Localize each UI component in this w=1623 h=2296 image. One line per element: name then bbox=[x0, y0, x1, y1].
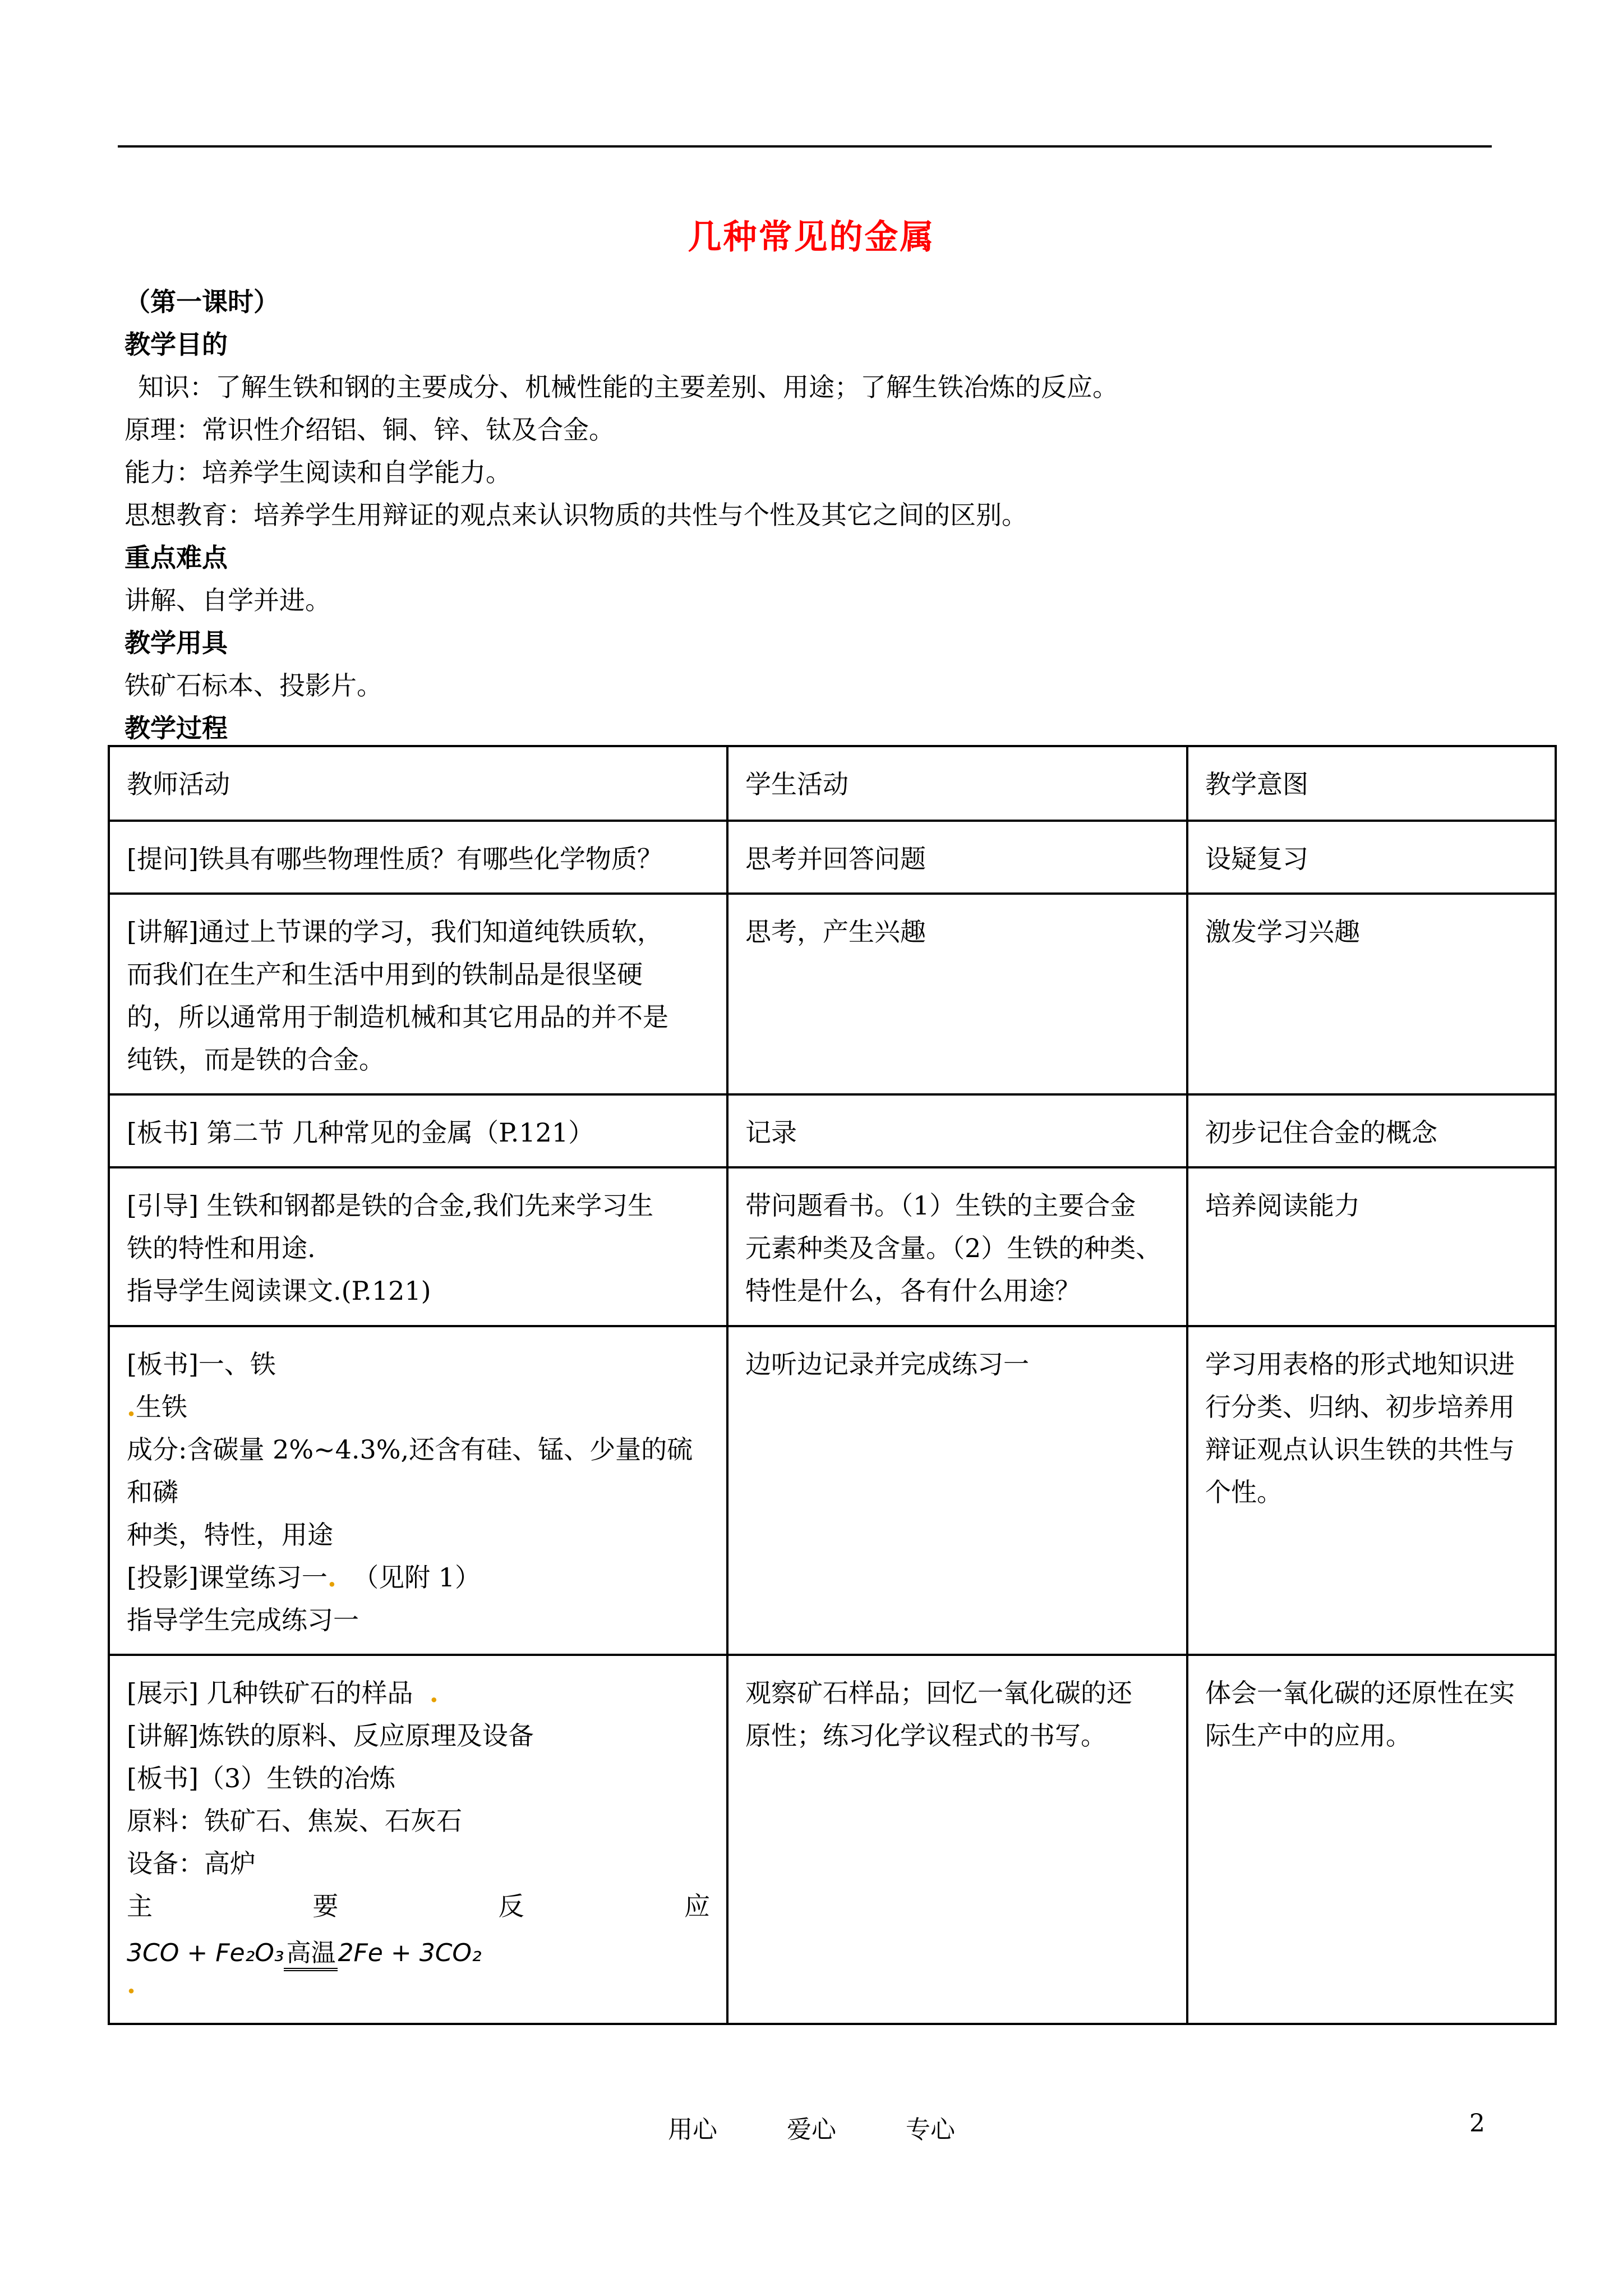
cell-line: 元素种类及含量。（2）生铁的种类、 bbox=[745, 1233, 1162, 1263]
mark-dot: . bbox=[429, 1678, 439, 1708]
objective-principle: 原理：常识性介绍铝、铜、锌、钛及合金。 bbox=[125, 415, 615, 445]
key-points-heading: 重点难点 bbox=[125, 542, 228, 573]
spread-char: 反 bbox=[498, 1891, 524, 1921]
key-points-text: 讲解、自学并进。 bbox=[125, 585, 331, 615]
cell-line: 和磷 bbox=[127, 1477, 178, 1507]
spread-char: 要 bbox=[312, 1891, 339, 1921]
intent-cell bbox=[1187, 1655, 1556, 2024]
footer-item: 爱心 bbox=[787, 2115, 836, 2144]
table-row bbox=[109, 1655, 1556, 2024]
teacher-cell: [板书] 第二节 几种常见的金属（P.121） bbox=[109, 1094, 727, 1167]
equation-condition: 高温 bbox=[284, 1939, 338, 1971]
cell-text: 生铁 bbox=[136, 1392, 188, 1422]
student-cell bbox=[727, 1655, 1187, 2024]
objective-ability: 能力：培养学生阅读和自学能力。 bbox=[125, 457, 511, 487]
objective-ideology: 思想教育：培养学生用辩证的观点来认识物质的共性与个性及其它之间的区别。 bbox=[125, 500, 1027, 530]
teacher-cell: [提问]铁具有哪些物理性质？有哪些化学物质？ bbox=[109, 821, 727, 894]
cell-line: 原料：铁矿石、焦炭、石灰石 bbox=[127, 1806, 462, 1836]
cell-text: [展示] 几种铁矿石的样品 bbox=[127, 1678, 413, 1708]
process-heading: 教学过程 bbox=[125, 713, 228, 743]
cell-line: [板书]（3）生铁的冶炼 bbox=[127, 1763, 396, 1793]
table-row bbox=[109, 1167, 1556, 1326]
page-title: 几种常见的金属 bbox=[688, 218, 935, 257]
mark-dot: . bbox=[127, 1392, 136, 1422]
teacher-cell bbox=[109, 1167, 727, 1326]
tools-heading: 教学用具 bbox=[125, 628, 228, 658]
table-row bbox=[109, 1326, 1556, 1655]
table-row bbox=[109, 1094, 1556, 1167]
intent-cell bbox=[1187, 1326, 1556, 1655]
cell-line: 带问题看书。（1）生铁的主要合金 bbox=[745, 1190, 1136, 1221]
page-footer bbox=[0, 2109, 1623, 2145]
intent-cell: 培养阅读能力 bbox=[1187, 1167, 1556, 1326]
cell-line bbox=[127, 1672, 714, 1714]
cell-line: 指导学生完成练习一 bbox=[127, 1605, 359, 1635]
spread-char: 主 bbox=[127, 1891, 153, 1921]
teaching-process-table bbox=[108, 745, 1557, 2025]
header-teacher: 教师活动 bbox=[109, 746, 727, 821]
table-row bbox=[109, 821, 1556, 894]
cell-line: 原性；练习化学议程式的书写。 bbox=[745, 1720, 1106, 1751]
header-intent: 教学意图 bbox=[1187, 746, 1556, 821]
reaction-equation bbox=[127, 1931, 714, 1976]
spread-line bbox=[127, 1885, 710, 1927]
student-cell bbox=[727, 1167, 1187, 1326]
cell-line: 际生产中的应用。 bbox=[1205, 1720, 1412, 1751]
equation-right: 2Fe + 3CO₂ bbox=[338, 1939, 482, 1967]
cell-line: 铁的特性和用途. bbox=[127, 1233, 316, 1263]
cell-line: 学习用表格的形式地知识进 bbox=[1205, 1349, 1515, 1379]
student-cell: 记录 bbox=[727, 1094, 1187, 1167]
lesson-info bbox=[125, 280, 1498, 749]
intent-cell: 激发学习兴趣 bbox=[1187, 894, 1556, 1094]
cell-line bbox=[127, 1556, 714, 1599]
cell-line: 观察矿石样品；回忆一氧化碳的还 bbox=[745, 1678, 1132, 1708]
cell-line: 成分:含碳量 2%~4.3%,还含有硅、锰、少量的硫 bbox=[127, 1434, 693, 1465]
student-cell: 边听边记录并完成练习一 bbox=[727, 1326, 1187, 1655]
footer-item: 用心 bbox=[668, 2115, 717, 2144]
cell-line: 体会一氧化碳的还原性在实 bbox=[1205, 1678, 1515, 1708]
cell-line: 的，所以通常用于制造机械和其它用品的并不是 bbox=[127, 1002, 668, 1032]
cell-line: 行分类、归纳、初步培养用 bbox=[1205, 1392, 1515, 1422]
table-row bbox=[109, 894, 1556, 1094]
page-number: 2 bbox=[1469, 2109, 1485, 2138]
header-student: 学生活动 bbox=[727, 746, 1187, 821]
cell-line: 设备：高炉 bbox=[127, 1848, 256, 1879]
cell-line: 指导学生阅读课文.(P.121) bbox=[127, 1276, 431, 1306]
objective-knowledge: 知识：了解生铁和钢的主要成分、机械性能的主要差别、用途；了解生铁冶炼的反应。 bbox=[138, 372, 1118, 402]
equation-left: 3CO + Fe₂O₃ bbox=[127, 1939, 284, 1967]
cell-line bbox=[127, 1386, 714, 1428]
cell-line: 纯铁，而是铁的合金。 bbox=[127, 1045, 385, 1075]
student-cell: 思考，产生兴趣 bbox=[727, 894, 1187, 1094]
cell-line: 个性。 bbox=[1205, 1477, 1283, 1507]
teacher-cell bbox=[109, 894, 727, 1094]
lesson-period: （第一课时） bbox=[125, 287, 279, 317]
objectives-heading: 教学目的 bbox=[125, 329, 228, 360]
mark-dot: . bbox=[127, 1969, 136, 1999]
cell-line: 而我们在生产和生活中用到的铁制品是很坚硬 bbox=[127, 959, 643, 990]
spread-char: 应 bbox=[684, 1891, 710, 1921]
intent-cell: 初步记住合金的概念 bbox=[1187, 1094, 1556, 1167]
teacher-cell bbox=[109, 1326, 727, 1655]
cell-line: 特性是什么，各有什么用途？ bbox=[745, 1276, 1081, 1306]
intent-cell: 设疑复习 bbox=[1187, 821, 1556, 894]
cell-line: [引导] 生铁和钢都是铁的合金,我们先来学习生 bbox=[127, 1190, 654, 1221]
cell-text: （见附 1） bbox=[353, 1562, 481, 1593]
footer-item: 专心 bbox=[906, 2115, 955, 2144]
cell-line: [讲解]炼铁的原料、反应原理及设备 bbox=[127, 1720, 534, 1751]
cell-line: [板书]一、铁 bbox=[127, 1349, 276, 1379]
student-cell: 思考并回答问题 bbox=[727, 821, 1187, 894]
teacher-cell bbox=[109, 1655, 727, 2024]
cell-line: 种类，特性，用途 bbox=[127, 1520, 333, 1550]
mark-dot: . bbox=[327, 1562, 336, 1593]
header-rule bbox=[118, 145, 1492, 148]
cell-text: [投影]课堂练习一 bbox=[127, 1562, 328, 1593]
cell-line: [讲解]通过上节课的学习，我们知道纯铁质软， bbox=[127, 917, 663, 947]
table-header-row bbox=[109, 746, 1556, 821]
tools-text: 铁矿石标本、投影片。 bbox=[125, 670, 382, 701]
cell-line: 辩证观点认识生铁的共性与 bbox=[1205, 1434, 1515, 1465]
